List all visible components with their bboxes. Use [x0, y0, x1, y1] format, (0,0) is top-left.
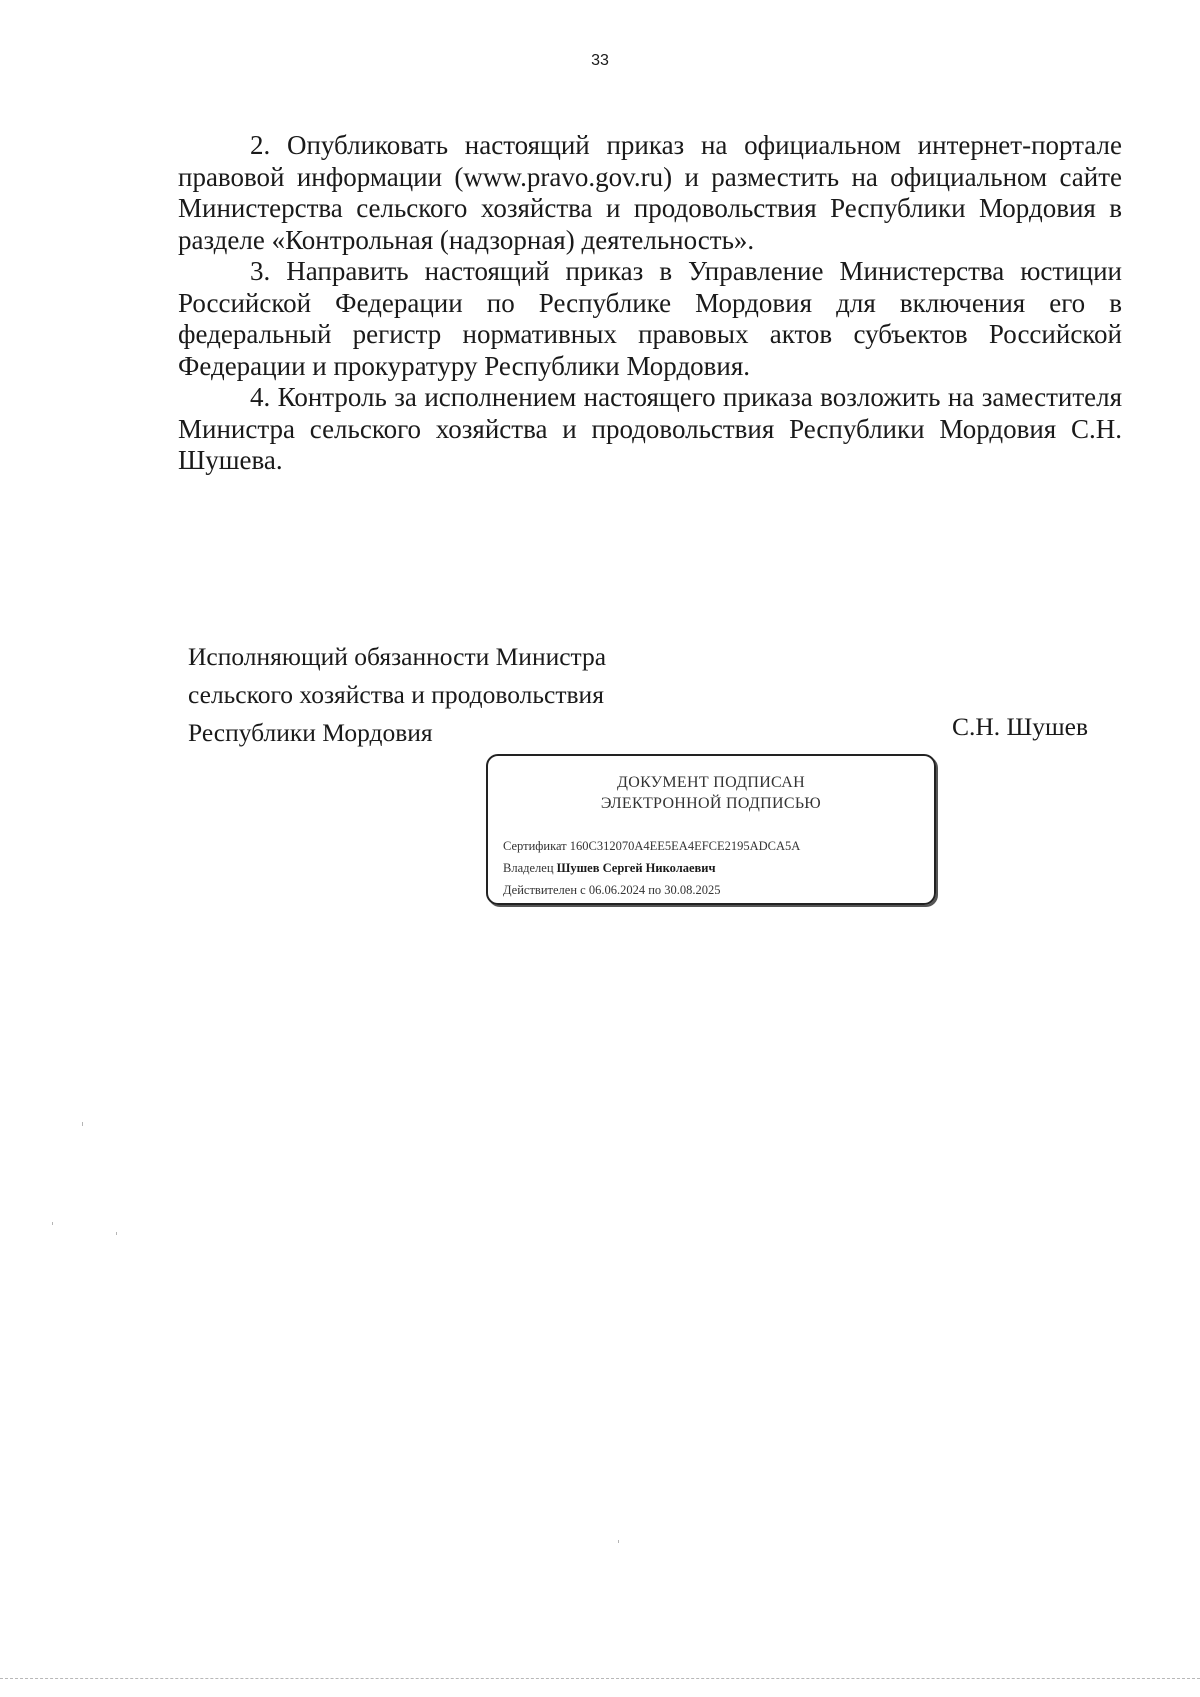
signatory-position-line: Исполняющий обязанности Министра: [188, 642, 607, 671]
stamp-details: [503, 835, 800, 901]
owner-label: Владелец: [503, 861, 554, 875]
electronic-signature-stamp: [486, 754, 936, 905]
stamp-title: [488, 772, 934, 814]
scan-speck: [618, 1540, 619, 1543]
valid-to: 30.08.2025: [664, 883, 721, 897]
document-body: [178, 130, 1122, 477]
paragraph-4-control: 4. Контроль за исполнением настоящего приказа возложить на заместителя Министра сельского хозяйства и продовольствия Республики Мордовия С.Н. Шушева.: [178, 382, 1122, 475]
paragraph-2-publish: 2. Опубликовать настоящий приказ на официальном интернет-портале правовой информации (www.pravo.gov.ru) и разместить на официальном сайте Министерства сельского хозяйства и продовольствия Республики Мордовия в разделе «Контрольная (надзорная) деятельность».: [178, 130, 1122, 255]
signatory-position-line: сельского хозяйства и продовольствия: [188, 680, 604, 709]
signatory-position: [188, 638, 606, 752]
stamp-title-line: ЭЛЕКТРОННОЙ ПОДПИСЬЮ: [600, 795, 822, 812]
page-number: 33: [591, 52, 609, 69]
signatory-name: С.Н. Шушев: [952, 712, 1089, 741]
stamp-certificate-line: [503, 835, 800, 857]
scan-speck: [82, 1122, 83, 1126]
valid-from: 06.06.2024: [588, 883, 646, 897]
owner-value: Шушев Сергей Николаевич: [556, 861, 716, 875]
scan-speck: [52, 1222, 53, 1225]
valid-label: Действителен с: [503, 883, 586, 897]
signatory-position-line: Республики Мордовия: [188, 718, 433, 747]
valid-to-label: по: [648, 883, 662, 897]
stamp-owner-line: [503, 857, 800, 879]
stamp-validity-line: [503, 879, 800, 901]
certificate-label: Сертификат: [503, 839, 567, 853]
certificate-value: 160C312070A4EE5EA4EFCE2195ADCA5A: [569, 839, 801, 853]
scan-bottom-edge: [0, 1678, 1200, 1679]
stamp-title-line: ДОКУМЕНТ ПОДПИСАН: [617, 774, 805, 791]
scan-speck: [116, 1232, 117, 1235]
paragraph-3-send-to-ministry: 3. Направить настоящий приказ в Управление Министерства юстиции Российской Федерации по Республике Мордовия для включения его в федеральный регистр нормативных правовых актов субъектов Российской Федерации и прокуратуру Республики Мордовия.: [178, 256, 1122, 381]
